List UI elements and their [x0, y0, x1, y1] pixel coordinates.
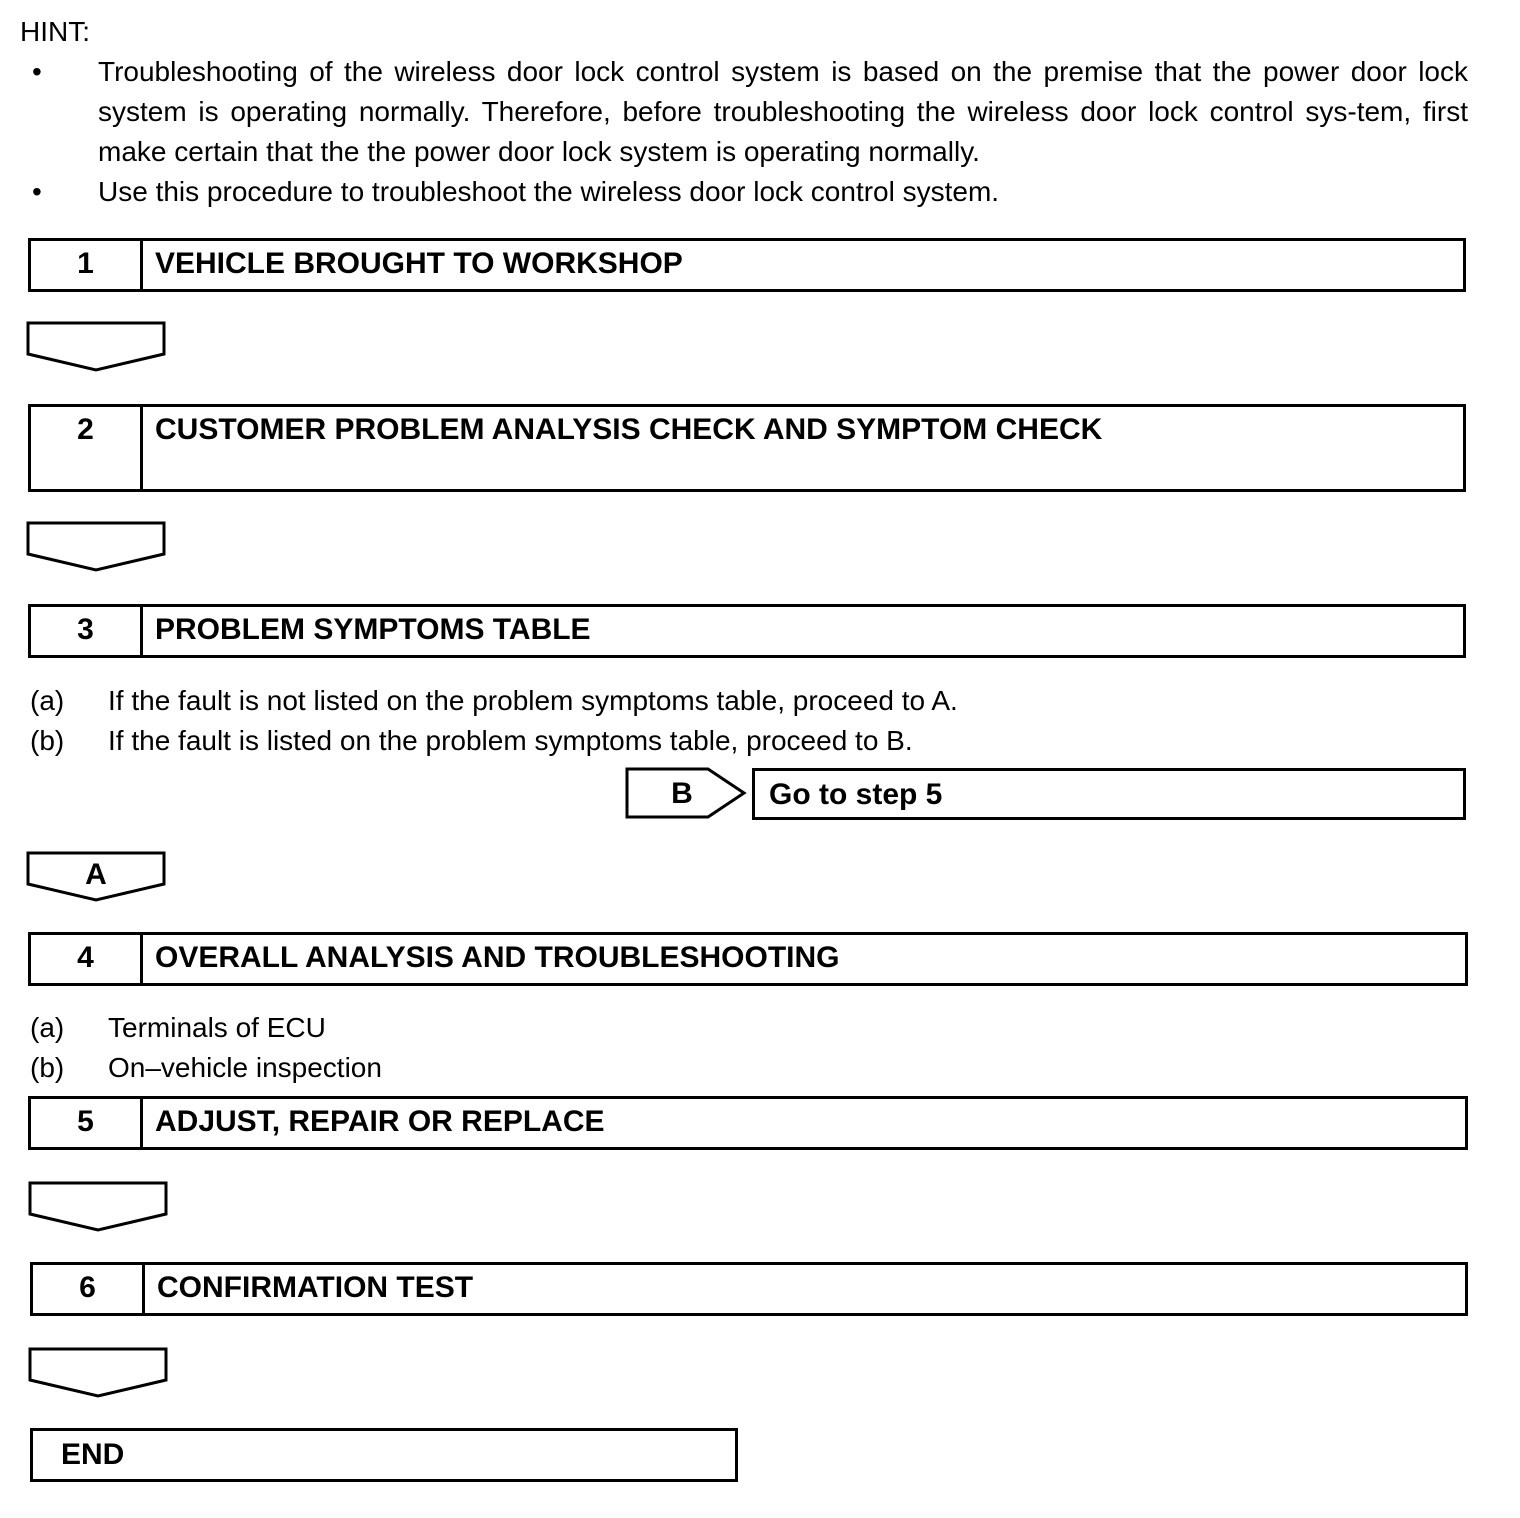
- item-text: On–vehicle inspection: [108, 1052, 382, 1083]
- step-number: 1: [31, 241, 143, 289]
- step-title: ADJUST, REPAIR OR REPLACE: [155, 1105, 605, 1138]
- branch-b-action: Go to step 5: [769, 778, 943, 811]
- item-letter: (a): [30, 1012, 65, 1043]
- step-title: OVERALL ANALYSIS AND TROUBLESHOOTING: [155, 941, 840, 974]
- item-letter: (a): [30, 685, 65, 716]
- flow-arrow-icon: [26, 520, 168, 574]
- step-number: 4: [31, 935, 143, 983]
- bullet-dot: •: [32, 176, 42, 207]
- item-letter: (b): [30, 725, 65, 756]
- flow-arrow-icon: [26, 320, 168, 374]
- flow-arrow-icon: [28, 1180, 170, 1234]
- end-box: [30, 1428, 738, 1482]
- step-number: 3: [31, 607, 143, 655]
- step-box-5: [28, 1096, 1468, 1150]
- step-box-4: [28, 932, 1468, 986]
- branch-a-label: A: [85, 858, 107, 891]
- end-label: END: [61, 1438, 125, 1471]
- step-box-6: [30, 1262, 1468, 1316]
- item-letter: (b): [30, 1052, 65, 1083]
- step-box-2: [28, 404, 1466, 492]
- item-text: If the fault is listed on the problem symptoms table, proceed to B.: [108, 725, 913, 756]
- flow-arrow-icon: [28, 1346, 170, 1400]
- hint-bullet-text-2: Use this procedure to troubleshoot the wireless door lock control system.: [98, 176, 1000, 207]
- step-number: 2: [31, 407, 143, 489]
- item-text: Terminals of ECU: [108, 1012, 326, 1043]
- step-number: 6: [33, 1265, 145, 1313]
- branch-b-action-box: [752, 768, 1466, 820]
- item-text: If the fault is not listed on the problem symptoms table, proceed to A.: [108, 685, 958, 716]
- step-title: CUSTOMER PROBLEM ANALYSIS CHECK AND SYMPTOM CHECK: [155, 413, 1103, 446]
- step-number: 5: [31, 1099, 143, 1147]
- step-box-3: [28, 604, 1466, 658]
- bullet-dot: •: [32, 56, 42, 87]
- branch-b-label: B: [671, 777, 693, 810]
- step-box-1: [28, 238, 1466, 292]
- step-title: PROBLEM SYMPTOMS TABLE: [155, 613, 591, 646]
- hint-bullet-text-1: Troubleshooting of the wireless door lock control system is based on the premise that the power door lock system is operating normally. Therefore, before troubleshooting the wireless door lock control sys-tem, first make certain that the the power door lock system is operating normally.: [98, 56, 1468, 167]
- step-title: VEHICLE BROUGHT TO WORKSHOP: [155, 247, 683, 280]
- step-title: CONFIRMATION TEST: [157, 1271, 474, 1304]
- hint-label: HINT:: [20, 16, 90, 47]
